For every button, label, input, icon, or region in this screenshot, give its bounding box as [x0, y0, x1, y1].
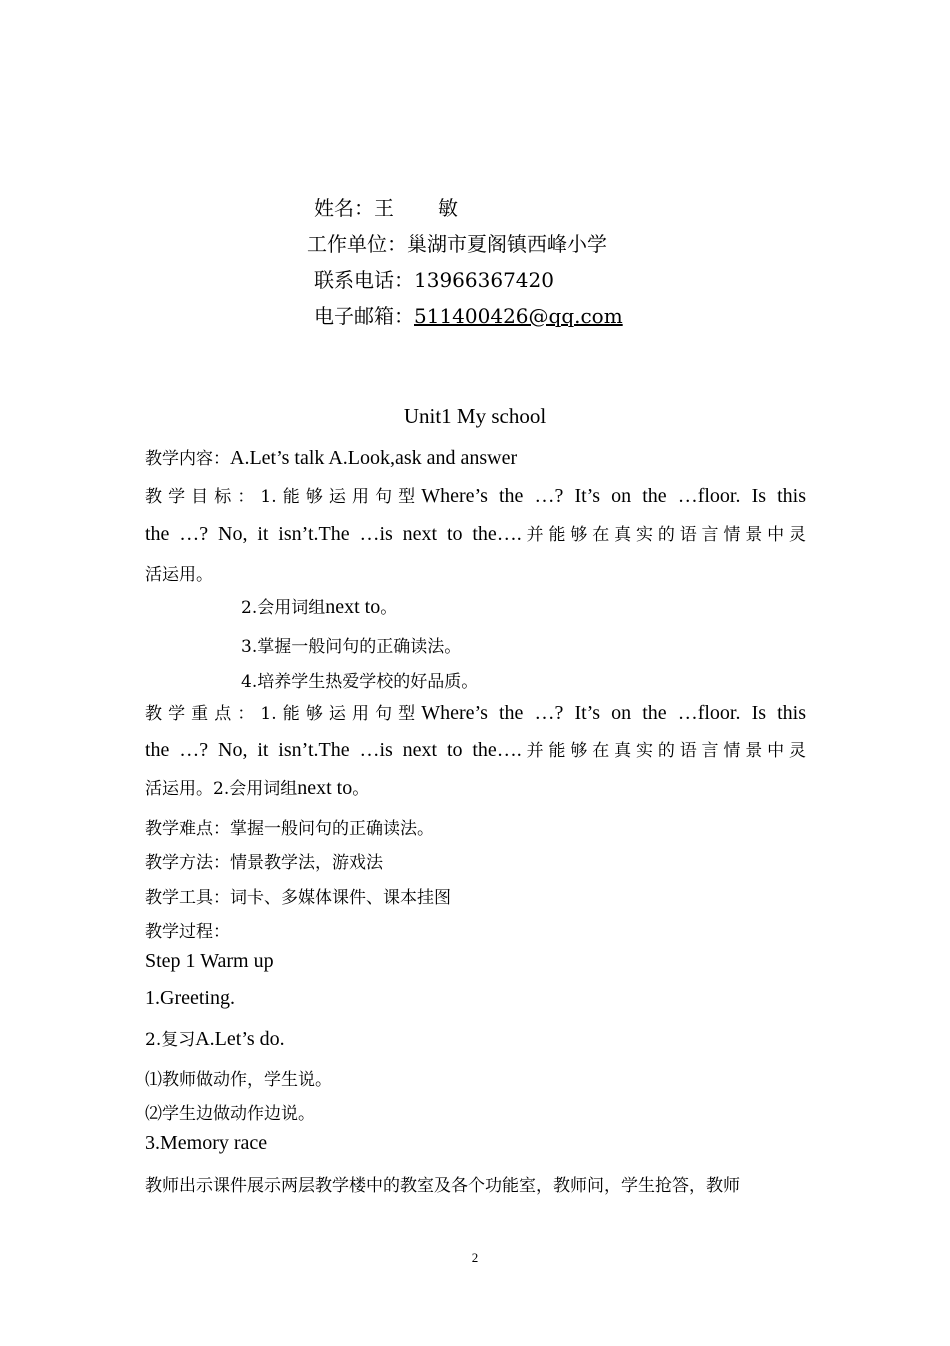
greeting-line: 1.Greeting. [145, 987, 235, 1009]
goal-item-3: 3.掌握一般问句的正确读法。 [241, 637, 462, 657]
key-line-1: 教学重点：1.能够运用句型Where’s the …? It’s on the …floor. Is this [145, 702, 806, 724]
phone-label: 联系电话： [314, 268, 414, 292]
unit-title: Unit1 My school [403, 404, 547, 428]
content-line: 教学内容：A.Let’s talk A.Look,ask and answer [145, 447, 518, 469]
email-label: 电子邮箱： [314, 304, 414, 328]
phone-value: 13966367420 [414, 268, 554, 292]
activity-description: 教师出示课件展示两层教学楼中的教室及各个功能室，教师问，学生抢答，教师 [145, 1176, 740, 1196]
step1-heading: Step 1 Warm up [145, 950, 274, 972]
unit-row [307, 226, 623, 262]
review-item-1: ⑴教师做动作，学生说。 [145, 1070, 332, 1090]
memory-race-line: 3.Memory race [145, 1132, 268, 1154]
tools-line: 教学工具：词卡、多媒体课件、课本挂图 [145, 888, 451, 908]
review-item-2: ⑵学生边做动作边说。 [145, 1104, 315, 1124]
process-line: 教学过程： [145, 922, 230, 942]
name-char-1: 王 [374, 196, 394, 220]
name-label: 姓名： [314, 196, 374, 220]
goal-line-1: 教学目标：1.能够运用句型Where’s the …? It’s on the …floor. Is this [145, 485, 806, 507]
goal-item-2: 2.会用词组next to。 [241, 596, 398, 618]
goal-line-2: the …? No, it isn’t.The …is next to the….并能够在真实的语言情景中灵 [145, 523, 807, 545]
email-link[interactable]: 511400426@qq.com [414, 304, 623, 328]
page-number: 2 [471, 1250, 479, 1265]
difficult-line: 教学难点：掌握一般问句的正确读法。 [145, 819, 434, 839]
goal-item-4: 4.培养学生热爱学校的好品质。 [241, 672, 479, 692]
name-char-2: 敏 [438, 196, 458, 220]
contact-block [307, 190, 623, 334]
key-line-2: the …? No, it isn’t.The …is next to the….并能够在真实的语言情景中灵 [145, 739, 807, 761]
phone-row [307, 262, 623, 298]
name-row [307, 190, 623, 226]
unit-label: 工作单位： [307, 232, 407, 256]
email-row [307, 298, 623, 334]
unit-value: 巢湖市夏阁镇西峰小学 [407, 232, 607, 256]
review-line: 2.复习A.Let’s do. [145, 1028, 285, 1050]
goal-line-3: 活运用。 [145, 565, 213, 585]
method-line: 教学方法：情景教学法，游戏法 [145, 853, 383, 873]
key-line-3: 活运用。2.会用词组next to。 [145, 777, 370, 799]
